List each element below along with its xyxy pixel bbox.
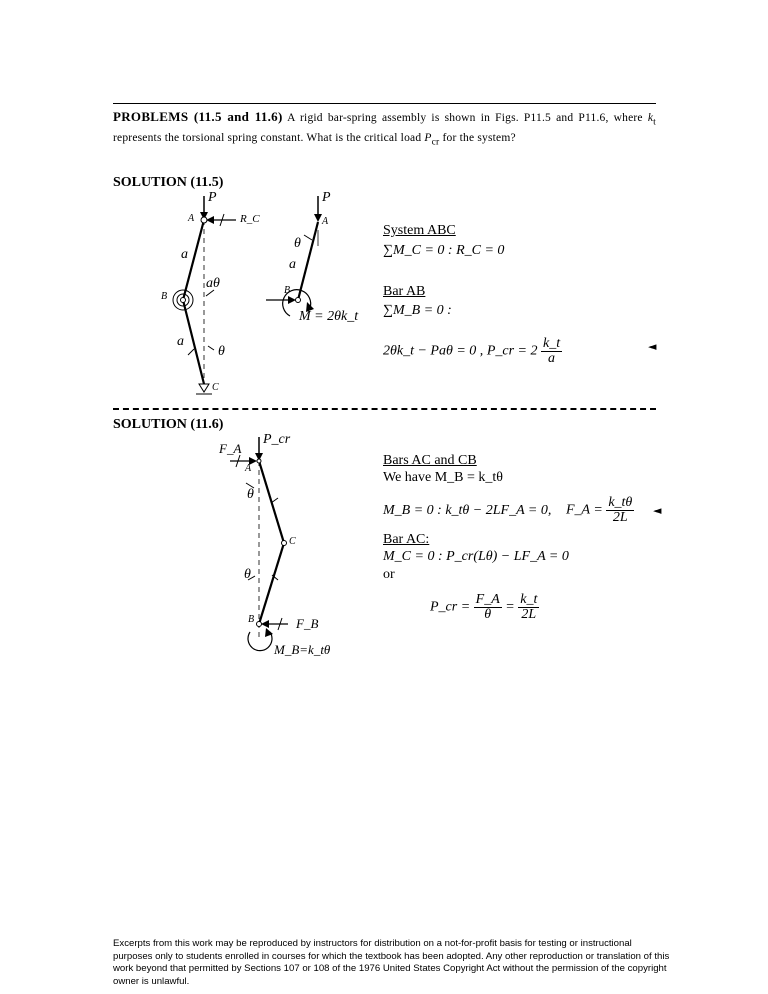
- pin-a3: [257, 459, 261, 463]
- equation-pcr-116-lhs: P_cr =: [430, 599, 471, 615]
- answer-marker-115: ◄: [648, 340, 657, 353]
- equation-pcr-115-lhs: P_cr = 2: [486, 343, 538, 359]
- pcr-subscript: cr: [431, 136, 440, 148]
- label-a-116: A: [245, 463, 252, 474]
- fraction-ktheta-over-2l: [606, 496, 634, 525]
- answer-marker-116: ◄: [653, 504, 662, 517]
- bar-ac-label: Bar AC:: [383, 532, 430, 547]
- fraction-kt-over-2l: [518, 593, 539, 622]
- pin-c: [282, 541, 287, 546]
- fraction-numerator-1: F_A: [475, 592, 500, 607]
- support-c: [199, 384, 209, 392]
- load-arrowhead-p2: [314, 214, 322, 222]
- fraction-numerator: k_t: [542, 336, 561, 351]
- equation-fa: [566, 496, 634, 525]
- label-p2: P: [322, 190, 331, 205]
- pin-b2: [296, 298, 301, 303]
- label-pcr: P_cr: [263, 432, 291, 447]
- fraction-kt-over-a: [541, 337, 562, 366]
- label-c1: C: [212, 382, 219, 393]
- label-c-116: C: [289, 536, 296, 547]
- fraction-denominator-fa: 2L: [612, 510, 628, 525]
- label-b2: B: [284, 285, 291, 296]
- system-abc-label: System ABC: [383, 223, 456, 238]
- or-label: or: [383, 567, 395, 582]
- section-divider: [113, 408, 656, 410]
- label-b1: B: [161, 291, 168, 302]
- pin-b3: [257, 622, 262, 627]
- bar-ab-label: Bar AB: [383, 284, 426, 299]
- copyright-footer: Excerpts from this work may be reproduced by instructors for distribution on a not-for-profit basis for testing or instructional purposes only to students enrolled in courses for which the textbook has been adopted. Any other reproduction or translation of this work beyond that permitted by Sections 107 or 108 of the 1976 United States Copyright Act without the permission of the copyright owner is unlawful.: [113, 938, 670, 987]
- label-a3: a: [289, 257, 296, 272]
- statement-start: A rigid bar-spring assembly is shown in Figs. P11.5 and P11.6, where: [287, 112, 643, 124]
- bar-bc-1: [183, 300, 204, 384]
- kt-subscript: t: [653, 116, 657, 128]
- kt-symbol: k: [647, 112, 654, 124]
- equation-moment-c: ∑M_C = 0 : R_C = 0: [383, 243, 505, 258]
- solution-115-heading: SOLUTION (11.5): [113, 175, 224, 190]
- solution-116-heading: SOLUTION (11.6): [113, 417, 224, 432]
- bar-cb: [259, 543, 284, 624]
- pin-b1: [181, 298, 186, 303]
- label-a1: A: [188, 213, 195, 224]
- label-theta-2: θ: [294, 236, 301, 251]
- equation-pcr-116-equals: =: [505, 599, 515, 615]
- label-fa: F_A: [219, 441, 242, 456]
- horizontal-arrowhead-b2: [288, 296, 296, 304]
- angle-arrow-4: [304, 235, 312, 240]
- fraction-denominator-1: θ: [484, 607, 492, 622]
- pcr-symbol: P: [424, 132, 432, 145]
- equation-fa-lhs: F_A =: [566, 502, 603, 518]
- label-a2: A: [322, 216, 329, 227]
- label-b-116: B: [248, 614, 255, 625]
- problem-heading: PROBLEMS (11.5 and 11.6): [113, 109, 283, 124]
- label-atheta: aθ: [206, 276, 220, 291]
- fraction-fa-over-theta: [474, 593, 502, 622]
- label-a-upper: a: [181, 247, 188, 262]
- angle-arrow-3: [188, 349, 194, 355]
- angle-arrow-2: [208, 346, 214, 350]
- label-theta-1: θ: [218, 344, 225, 359]
- fraction-denominator-2: 2L: [521, 607, 537, 622]
- equation-mc-116: M_C = 0 : P_cr(Lθ) − LF_A = 0: [383, 549, 569, 564]
- fraction-numerator-2: k_t: [520, 592, 538, 607]
- label-theta-116a: θ: [247, 487, 254, 502]
- bar-ac: [259, 461, 284, 543]
- label-fb: F_B: [296, 616, 319, 631]
- label-rc: R_C: [240, 213, 260, 225]
- label-p1: P: [208, 190, 217, 205]
- label-theta-116b: θ: [244, 567, 251, 582]
- force-arrowhead-fb: [261, 620, 269, 628]
- reaction-arrowhead-rc: [206, 216, 214, 224]
- fraction-numerator-fa: k_tθ: [608, 495, 633, 510]
- label-moment: M = 2θk_t: [299, 309, 359, 324]
- label-a-lower: a: [177, 334, 184, 349]
- statement-end: for the system?: [442, 132, 516, 145]
- label-mb: M_B=k_tθ: [274, 642, 331, 657]
- equation-moment-b: ∑M_B = 0 :: [383, 303, 452, 318]
- statement-mid: represents the torsional spring constant. What is the critical load: [113, 132, 422, 145]
- we-have-line: We have M_B = k_tθ: [383, 470, 504, 485]
- equation-pcr-115-left: 2θk_t − Paθ = 0 ,: [383, 343, 484, 359]
- equation-pcr-116: [430, 593, 539, 622]
- bar-ab-2: [298, 222, 318, 300]
- fraction-denominator: a: [548, 351, 556, 366]
- bars-ac-cb-label: Bars AC and CB: [383, 453, 477, 468]
- equation-pcr-115: [383, 337, 562, 366]
- equation-mb-116: M_B = 0 : k_tθ − 2LF_A = 0,: [383, 503, 552, 518]
